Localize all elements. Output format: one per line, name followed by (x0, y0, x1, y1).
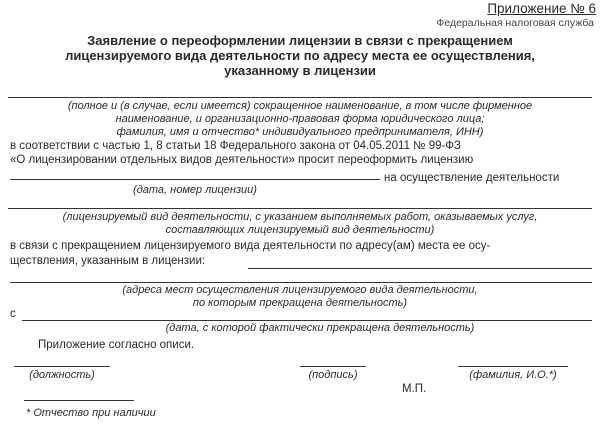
address-note-line-2: по которым прекращена деятельность) (192, 297, 408, 309)
applicant-name-line[interactable] (8, 97, 592, 98)
termination-text-line-2: ществления, указанным в лицензии: (10, 255, 206, 267)
law-text-line-2: «О лицензировании отдельных видов деятельности» просит переоформить лицензию (10, 154, 474, 166)
position-label: (должность) (29, 369, 95, 381)
attachment-text: Приложение согласно описи. (38, 339, 195, 351)
applicant-note-line-1: (полное и (в случае, если имеется) сокращенное наименование, в том числе фирменное (67, 100, 533, 112)
document-title-line-3: указанному в лицензии (224, 63, 376, 78)
position-line[interactable] (14, 366, 110, 367)
from-prefix: с (10, 308, 16, 320)
footnote-divider (24, 400, 134, 401)
address-line-1[interactable] (248, 268, 592, 269)
signature-label: (подпись) (308, 369, 358, 381)
appendix-label: Приложение № 6 (487, 1, 596, 16)
applicant-note-line-2: наименование, и организационно-правовая форма юридического лица; (115, 113, 485, 125)
termination-date-line[interactable] (22, 320, 592, 321)
law-text-line-1: в соответствии с частью 1, 8 статьи 18 Федерального закона от 04.05.2011 № 99-ФЗ (10, 140, 461, 152)
termination-text-line-1: в связи с прекращением лицензируемого вида деятельности по адресу(ам) места ее осу- (10, 240, 491, 252)
license-note: (дата, номер лицензии) (133, 184, 257, 196)
footnote-text: * Отчество при наличии (26, 407, 156, 419)
full-name-line[interactable] (458, 366, 568, 367)
signature-line[interactable] (300, 366, 366, 367)
activity-note-line-1: (лицензируемый вид деятельности, с указанием выполняемых работ, оказываемых услуг, (62, 211, 538, 223)
applicant-note-line-3: фамилия, имя и отчество* индивидуального предпринимателя, ИНН) (116, 126, 484, 138)
address-line-2[interactable] (10, 282, 592, 283)
activity-note-line-2: составляющих лицензируемый вид деятельности) (165, 224, 435, 236)
document-title-line-2: лицензируемого вида деятельности по адресу места ее осуществления, (65, 48, 535, 63)
date-note: (дата, с которой фактически прекращена деятельность) (165, 322, 475, 334)
document-title-line-1: Заявление о переоформлении лицензии в связи с прекращением (87, 33, 513, 48)
address-note-line-1: (адреса мест осуществления лицензируемого вида деятельности, (122, 284, 478, 296)
stamp-label: М.П. (402, 383, 427, 395)
license-number-line[interactable] (10, 179, 380, 180)
full-name-label: (фамилия, И.О.*) (469, 369, 557, 381)
license-suffix-text: на осуществление деятельности (384, 172, 560, 184)
activity-line[interactable] (8, 208, 592, 209)
agency-label: Федеральная налоговая служба (436, 17, 594, 29)
